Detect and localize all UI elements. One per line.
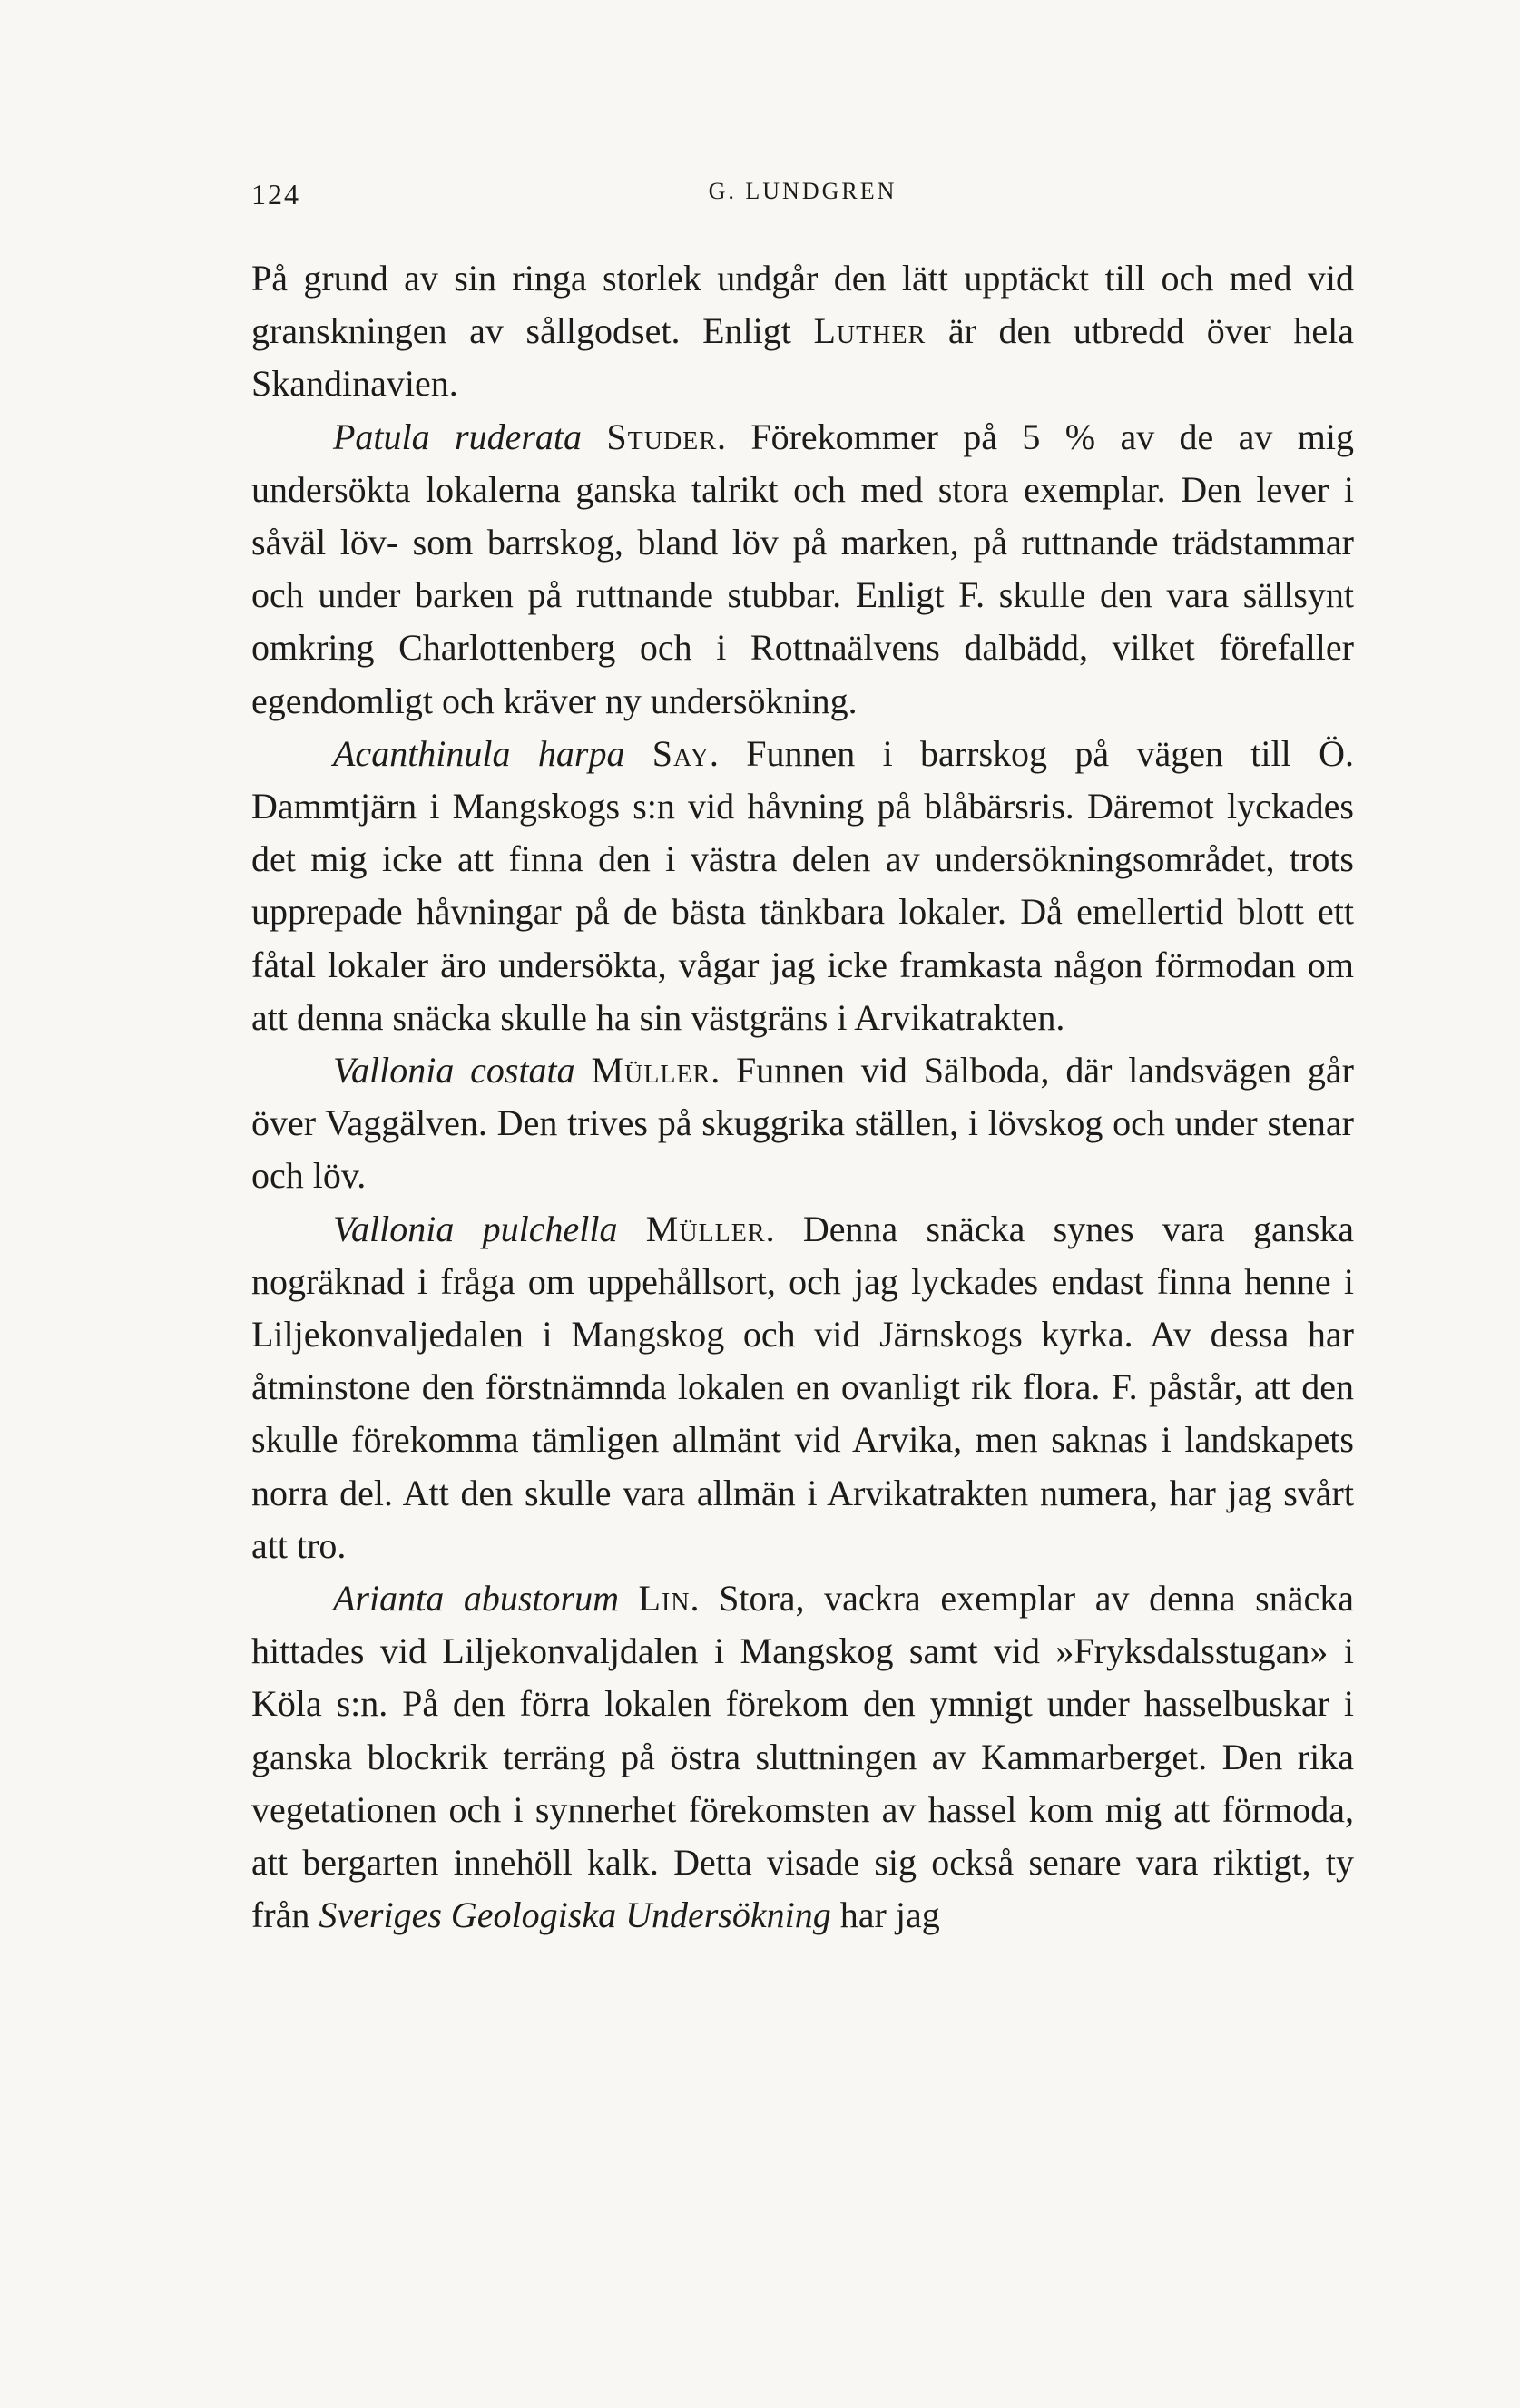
species-name: Vallonia pulchella (333, 1208, 618, 1249)
running-head: G. LUNDGREN (708, 178, 897, 204)
page-number: 124 (251, 178, 300, 210)
page-header (251, 178, 1354, 218)
species-name: Arianta abustorum (333, 1578, 619, 1620)
paragraph-patula-ruderata: Patula ruderata Studer. Förekommer på 5 % av de av mig undersökta lokalerna ganska talrikt och med stora exemplar. Den lever i såväl löv- som barrskog, bland löv på marken, på ruttnande trädstammar och under barken på ruttnande stubbar. Enligt F. skulle den vara sällsynt omkring Charlottenberg och i Rottnaälvens dalbädd, vilket förefaller egendomligt och kräver ny undersökning. (251, 416, 1355, 721)
species-name: Patula ruderata (333, 416, 583, 457)
author-name: Lin (638, 1578, 691, 1620)
author-name: Say (652, 732, 710, 774)
paragraph-vallonia-costata: Vallonia costata Müller. Funnen vid Sälboda, där landsvägen går över Vaggälven. Den trives på skuggrika ställen, i lövskog och under stenar och löv. (251, 1050, 1354, 1197)
paragraph-intro: På grund av sin ringa storlek undgår den lätt upptäckt till och med vid granskningen av sållgodset. Enligt Luther är den utbredd över hela Skandinavien. (251, 258, 1355, 405)
author-name: Luther (813, 310, 927, 352)
body-text (251, 252, 1354, 1943)
species-name: Acanthinula harpa (333, 732, 625, 774)
paragraph-arianta-abustorum: Arianta abustorum Lin. Stora, vackra exemplar av denna snäcka hittades vid Liljekonvaljdalen i Mangskog samt vid »Fryksdalsstugan» i Köla s:n. På den förra lokalen förekom den ymnigt under hasselbuskar i ganska blockrik terräng på östra sluttningen av Kammarberget. Den rika vegetationen och i synnerhet förekomsten av hassel kom mig att förmoda, att bergarten innehöll kalk. Detta visade sig också senare vara riktigt, ty från Sveriges Geologiska Undersökning har jag (251, 1578, 1354, 1936)
paragraph-vallonia-pulchella: Vallonia pulchella Müller. Denna snäcka synes vara ganska nogräknad i fråga om uppehållsort, och jag lyckades endast finna henne i Liljekonvaljedalen i Mangskog och vid Järnskogs kyrka. Av dessa har åtminstone den förstnämnda lokalen en ovanligt rik flora. F. påstår, att den skulle förekomma tämligen allmänt vid Arvika, men saknas i landskapets norra del. Att den skulle vara allmän i Arvikatrakten numera, har jag svårt att tro. (251, 1208, 1355, 1566)
author-name: Studer (606, 416, 717, 457)
author-name: Müller (645, 1208, 766, 1249)
publication-title: Sveriges Geologiska Undersökning (319, 1894, 831, 1936)
paragraph-acanthinula-harpa: Acanthinula harpa Say. Funnen i barrskog på vägen till Ö. Dammtjärn i Mangskogs s:n vid håvning på blåbärsris. Däremot lyckades det mig icke att finna den i västra delen av undersökningsområdet, trots upprepade håvningar på de bästa tänkbara lokaler. Då emellertid blott ett fåtal lokaler äro undersökta, vågar jag icke framkasta någon förmodan om att denna snäcka skulle ha sin västgräns i Arvikatrakten. (251, 732, 1354, 1038)
species-name: Vallonia costata (333, 1050, 575, 1091)
author-name: Müller (591, 1050, 711, 1091)
